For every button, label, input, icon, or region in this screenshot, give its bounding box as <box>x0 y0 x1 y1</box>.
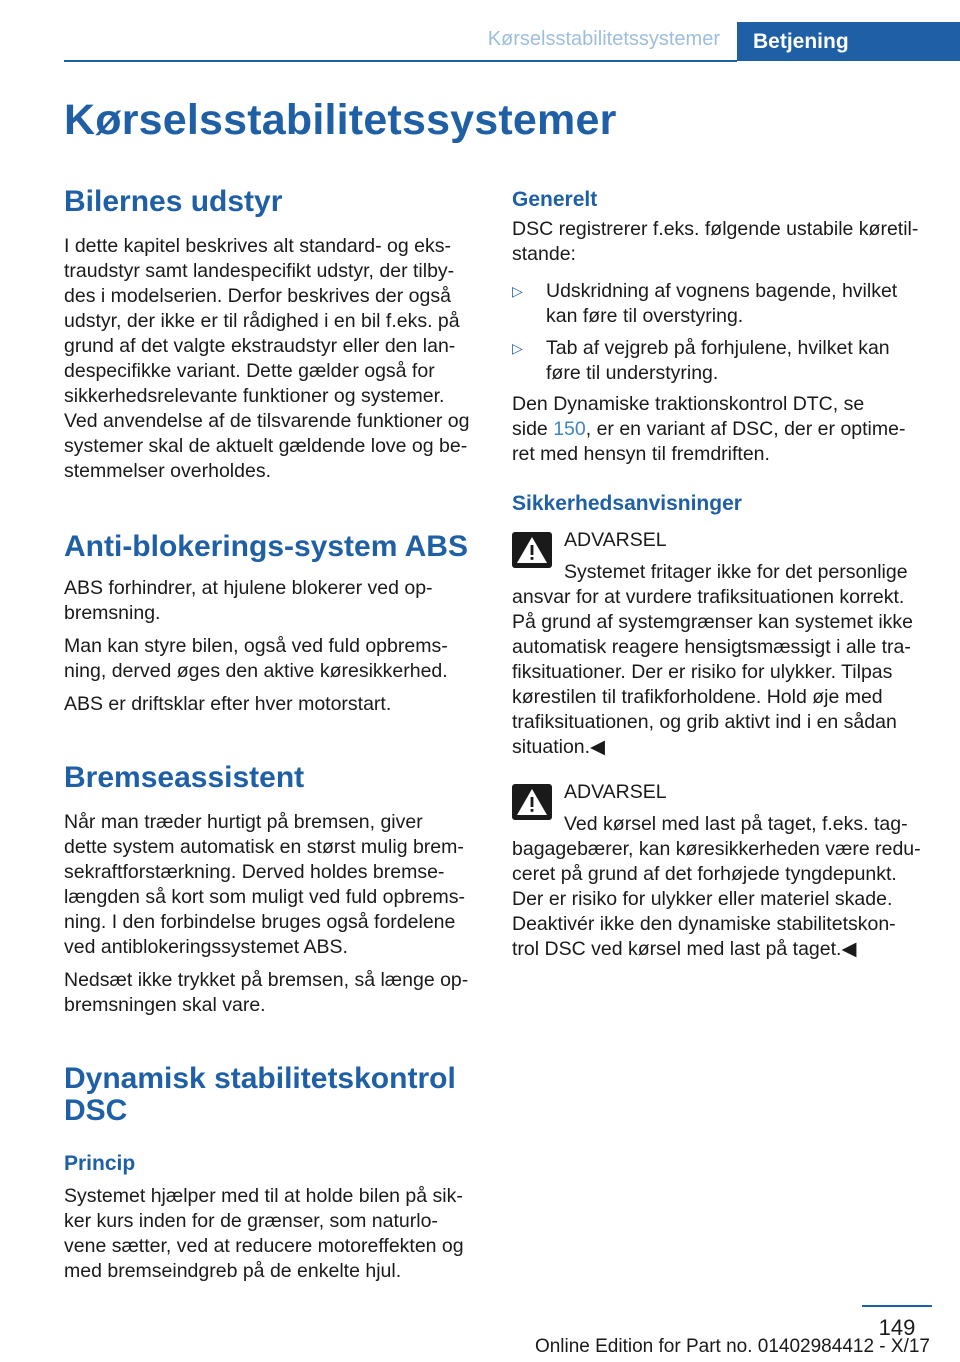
warning-text: ansvar for at vurdere trafiksituationen korrekt. På grund af systemgrænser kan systemet ikke automatisk reagere hensigtsmæssigt i alle tra‐ fiksituationer. Der er risiko for ulykker. Tilpas kørestilen til trafikforholdene. Hold øje med trafiksituationen, og grib aktivt ind i en sådan situation.◀ <box>512 586 913 758</box>
warning-first-line: Ved kørsel med last på taget, f.eks. tag‐ <box>564 813 908 835</box>
list-item <box>512 336 932 388</box>
warning-first-line: Systemet fritager ikke for det personlige <box>564 561 908 583</box>
general-intro: DSC registrerer f.eks. følgende ustabile køretil‐ stande: <box>512 218 919 265</box>
warning-text: bagagebærer, kan køresikkerheden være redu‐ ceret på grund af det forhøjede tyngdepunkt. Der er risiko for ulykker eller materiel skade. Deaktivér ikke den dynamiske stabilitetskon‐ trol DSC ved kørsel med last på taget.◀ <box>512 838 921 960</box>
warning-label: ADVARSEL <box>564 529 667 551</box>
page-number: 149 <box>878 1315 916 1340</box>
heading-equipment: Bilernes udstyr <box>64 185 283 218</box>
subheading-principle: Princip <box>64 1152 136 1175</box>
subheading-safety: Sikkerhedsanvisninger <box>512 492 742 515</box>
header-section-title: Kørselsstabilitetssystemer <box>487 28 720 50</box>
brake-paragraph-1: Når man træder hurtigt på bremsen, giver dette system automatisk en størst mulig brem‐ sekraftforstærkning. Derved holdes bremse‐ længden så kort som muligt ved fuld opbrems‐ ning. I den forbindelse bruges også fordelene ved antiblokeringssystemet ABS. <box>64 811 466 958</box>
abs-paragraph-3: ABS er driftsklar efter hver motorstart. <box>64 693 392 715</box>
warning-triangle-icon <box>512 784 552 820</box>
abs-paragraph-2: Man kan styre bilen, også ved fuld opbrems‐ ning, derved øges den aktive køresikkerhed. <box>64 635 448 682</box>
warning-box-1 <box>512 528 932 763</box>
heading-dsc-line2: DSC <box>64 1094 128 1127</box>
heading-brake-assist: Bremseassistent <box>64 761 305 794</box>
warning-triangle-icon <box>512 532 552 568</box>
heading-abs: Anti-blokerings-system ABS <box>64 530 468 563</box>
abs-paragraph-1: ABS forhindrer, at hjulene blokerer ved op‐ bremsning. <box>64 577 433 624</box>
page-title: Kørselsstabilitetssystemer <box>64 96 617 144</box>
brake-paragraph-2: Nedsæt ikke trykket på bremsen, så længe op‐ bremsningen skal vare. <box>64 969 469 1016</box>
page-reference-link[interactable]: 150 <box>553 418 586 440</box>
bullet-triangle-icon: ▷ <box>512 340 523 356</box>
subheading-general: Generelt <box>512 188 598 211</box>
header-rule <box>64 60 737 62</box>
principle-paragraph: Systemet hjælper med til at holde bilen på sik‐ ker kurs inden for de grænser, som naturlo‐ vene sætter, ved at reducere motoreffekten og med bremseindgreb på de enkelte hjul. <box>64 1185 464 1282</box>
equipment-paragraph: I dette kapitel beskrives alt standard- og eks‐ traudstyr samt landespecifikt udstyr, der tilby‐ des i modelserien. Derfor beskrives der også udstyr, der ikke er til rådighed i en bil f.eks. på grund af det valgte ekstraudstyr eller den lan‐ despecifikke variant. Dette gælder også for sikkerhedsrelevante funktioner og systemer. Ved anvendelse af de tilsvarende funktioner og systemer skal de aktuelt gældende love og be‐ stemmelser overholdes. <box>64 235 470 482</box>
list-item-text: Udskridning af vognens bagende, hvilket kan føre til overstyring. <box>546 280 898 327</box>
list-item-text: Tab af vejgreb på forhjulene, hvilket kan føre til understyring. <box>546 337 890 384</box>
bullet-triangle-icon: ▷ <box>512 283 523 299</box>
list-item <box>512 279 932 331</box>
warning-box-2 <box>512 780 932 965</box>
edition-footer: Online Edition for Part no. 01402984412 - X/17 <box>534 1336 930 1357</box>
warning-label: ADVARSEL <box>564 781 667 803</box>
heading-dsc-line1: Dynamisk stabilitetskontrol <box>64 1062 456 1095</box>
header-chapter-label: Betjening <box>753 30 849 53</box>
footer-rule <box>862 1305 932 1307</box>
dtc-paragraph: Den Dynamiske traktionskontrol DTC, se side 150, er en variant af DSC, der er optime‐ ret med hensyn til fremdriften. <box>512 393 906 465</box>
